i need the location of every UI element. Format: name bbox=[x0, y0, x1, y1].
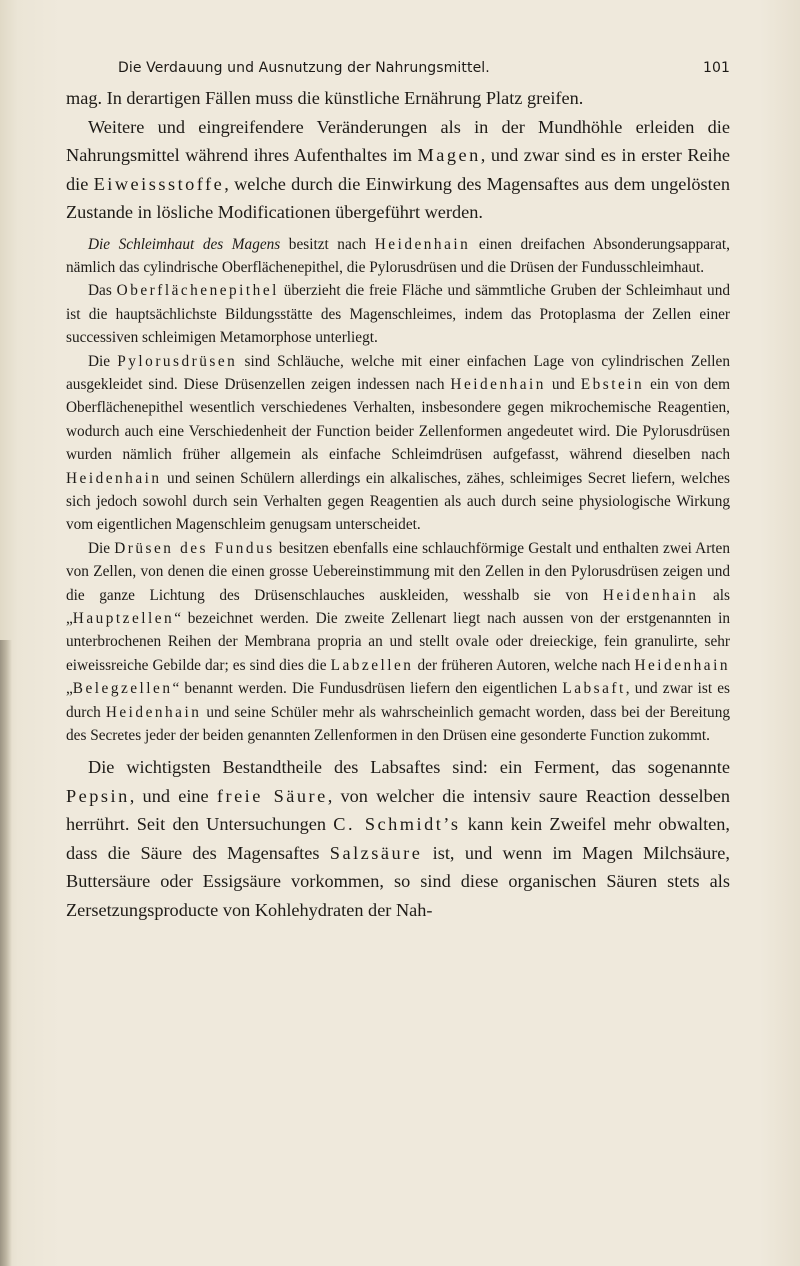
text-run: ein von dem Oberflächenepithel wesentlich verschiedenes Verhalten, insbesondere gegen mikrochemische Reagentien, wodurch auch eine Verschiedenheit der Function beider Zellenformen angedeutet wird. Die Pylorusdrüsen wurden nämlich früher allgemein als einfache Schleimdrüsen aufgefasst, während dieselben nach bbox=[66, 375, 730, 464]
text-run: Weitere und eingreifendere Veränderungen als in der Mundhöhle erleiden die Nahrungsmittel während ihres Aufenthaltes im bbox=[66, 116, 730, 165]
spaced-emphasis: Heidenhain bbox=[450, 375, 546, 393]
text-run: Die wichtigsten Bestandtheile des Labsaftes sind: ein Ferment, das sogenannte bbox=[88, 757, 730, 778]
paragraph bbox=[66, 350, 730, 537]
text-run: , und zwar sind es in erster Reihe die bbox=[66, 145, 730, 194]
text-run: und seine Schüler mehr als wahrscheinlich gemacht worden, dass bei der Bereitung des Secretes jeder der beiden genannten Zellenformen in den Drüsen eine gesonderte Function zukommt. bbox=[66, 703, 730, 745]
spaced-emphasis: Ebstein bbox=[580, 375, 645, 393]
spaced-emphasis: Pepsin bbox=[66, 785, 130, 806]
text-run: Die bbox=[88, 539, 115, 557]
spaced-emphasis: Magen bbox=[417, 145, 481, 165]
paragraph bbox=[66, 279, 730, 349]
text-run: , und zwar ist es durch bbox=[66, 680, 731, 721]
paragraph bbox=[66, 753, 730, 924]
text-run: mag. In derartigen Fällen muss die künstliche Ernährung Platz greifen. bbox=[66, 88, 584, 108]
text-run: “ benannt werden. Die Fundusdrüsen liefern den eigentlichen bbox=[172, 680, 563, 698]
spaced-emphasis: Labsaft bbox=[562, 680, 626, 698]
text-run: der früheren Autoren, welche nach bbox=[413, 656, 635, 674]
running-title: Die Verdauung und Ausnutzung der Nahrungsmittel. bbox=[118, 60, 490, 76]
text-run: „ bbox=[66, 680, 73, 698]
page-number: 101 bbox=[702, 60, 730, 76]
spaced-emphasis: freie Säure bbox=[216, 785, 328, 806]
spaced-emphasis: Pylorusdrüsen bbox=[117, 352, 238, 370]
text-run: und bbox=[545, 375, 581, 393]
paragraph bbox=[66, 537, 730, 748]
spaced-emphasis: C. Schmidt’s bbox=[333, 814, 461, 835]
spaced-emphasis: Hauptzellen bbox=[72, 610, 175, 627]
text-run: , von welcher die intensiv saure Reaction desselben herrührt. Seit den Untersuchungen bbox=[66, 785, 730, 835]
paragraph bbox=[66, 113, 730, 227]
running-header bbox=[118, 60, 730, 84]
text-run: überzieht die freie Fläche und sämmtliche Gruben der Schleimhaut und ist die hauptsächlichste Bildungsstätte des Magenschleimes, indem das Protoplasma der Zellen einer successiven schleimigen Metamorphose unterliegt. bbox=[66, 282, 730, 347]
spaced-emphasis: Heidenhain bbox=[105, 703, 202, 721]
spaced-emphasis: Oberflächenepithel bbox=[116, 282, 279, 300]
spaced-emphasis: Heidenhain bbox=[634, 656, 730, 674]
spaced-emphasis: Labzellen bbox=[330, 656, 414, 674]
text-run: , und eine bbox=[129, 785, 217, 806]
spaced-emphasis: Salzsäure bbox=[329, 842, 423, 863]
spaced-emphasis: Drüsen des Fundus bbox=[114, 539, 275, 557]
text-run: “ bezeichnet werden. Die zweite Zellenart liegt nach aussen von der erstgenannten in unterbrochenen Reihen der Membrana propria an und stellt ovale oder dreieckige, fein granulirte, sehr eiweissreiche Gebilde dar; es sind dies die bbox=[66, 610, 730, 674]
text-run: als „ bbox=[66, 586, 730, 627]
text-run: Das bbox=[88, 282, 117, 300]
text-run: besitzen ebenfalls eine schlauchförmige Gestalt und enthalten zwei Arten von Zellen, von denen die einen grosse Uebereinstimmung mit den Zellen in den Pylorusdrüsen zeigen und die ganze Lichtung des Drüsenschlauches auskleiden, wesshalb sie von bbox=[66, 539, 730, 604]
paragraph bbox=[66, 84, 730, 113]
text-run: besitzt nach bbox=[280, 235, 375, 253]
text-run: ist, und wenn im Magen Milchsäure, Buttersäure oder Essigsäure vorkommen, so sind diese organischen Säuren stets als Zersetzungsproducte von Kohlehydraten der Nah- bbox=[66, 842, 730, 920]
text-run: Die bbox=[88, 352, 118, 370]
paragraph bbox=[66, 233, 730, 280]
spaced-emphasis: Eiweissstoffe bbox=[93, 173, 225, 194]
spaced-emphasis: Heidenhain bbox=[602, 586, 699, 604]
body-text bbox=[66, 84, 730, 924]
text-run: sind Schläuche, welche mit einer einfachen Lage von cylindrischen Zellen ausgekleidet sind. Diese Drüsenzellen zeigen indessen nach bbox=[66, 352, 730, 393]
spaced-emphasis: Heidenhain bbox=[66, 469, 162, 487]
spaced-emphasis: Heidenhain bbox=[374, 235, 471, 253]
text-run: einen dreifachen Absonderungsapparat, nämlich das cylindrische Oberflächenepithel, die Pylorusdrüsen und die Drüsen der Fundusschleimhaut. bbox=[66, 235, 730, 276]
spaced-emphasis: Belegzellen bbox=[72, 680, 173, 698]
text-run: und seinen Schülern allerdings ein alkalisches, zähes, schleimiges Secret liefern, welches sich jedoch sowohl durch sein Verhalten gegen Reagentien als auch durch seine physiologische Wirkung vom eigentlichen Magenschleim genugsam unterscheidet. bbox=[66, 469, 730, 534]
italic-term: Die Schleimhaut des Magens bbox=[88, 235, 281, 253]
text-run: kann kein Zweifel mehr obwalten, dass die Säure des Magensaftes bbox=[66, 814, 730, 863]
text-run: , welche durch die Einwirkung des Magensaftes aus dem ungelösten Zustande in lösliche Modificationen übergeführt werden. bbox=[66, 173, 730, 222]
page-binding-shadow bbox=[0, 640, 12, 1266]
